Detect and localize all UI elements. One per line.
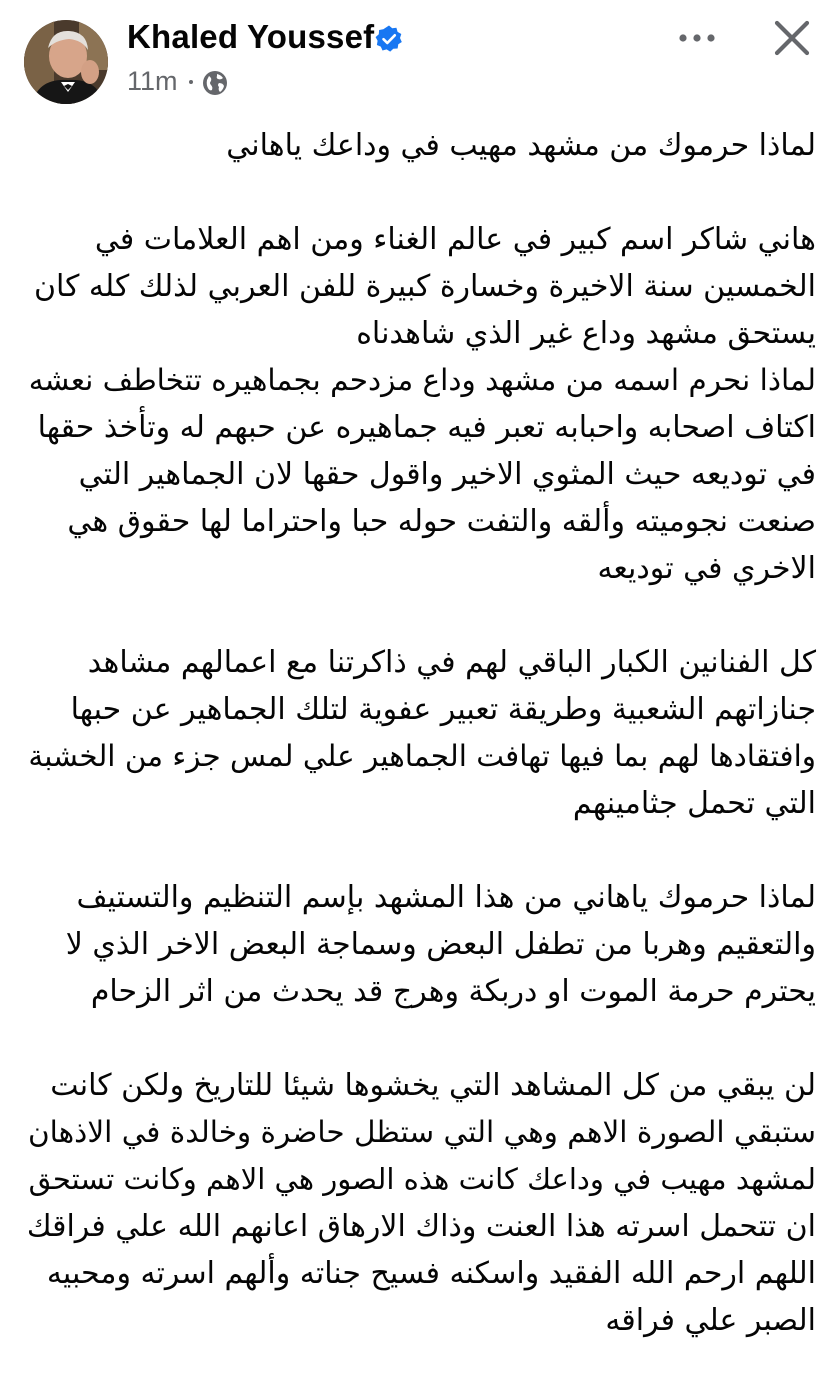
text-line: لمشهد مهيب في وداعك كانت هذه الصور هي الاهم وكانت تستحق — [28, 1162, 816, 1196]
text-line: الخمسين سنة الاخيرة وخسارة كبيرة للفن العربي لذلك كله كان — [33, 269, 816, 304]
post-timestamp[interactable]: 11m — [127, 66, 178, 96]
text-line: يحترم حرمة الموت او دربكة وهرج قد يحدث من اثر الزحام — [90, 974, 816, 1009]
text-line: والتعقيم وهربا من تطفل البعض وسماجة البعض الاخر الذي لا — [65, 927, 816, 962]
text-line: الصبر علي فراقه — [605, 1303, 816, 1338]
verified-badge-icon — [374, 24, 404, 54]
post-paragraph — [20, 639, 816, 827]
text-line: لماذا حرموك ياهاني من هذا المشهد بإسم التنظيم والتستيف — [76, 880, 816, 915]
separator-dot — [189, 80, 193, 84]
post-paragraph — [20, 122, 816, 169]
text-line: جنازاتهم الشعبية وطريقة تعبير عفوية لتلك الجماهير عن حبها — [70, 692, 816, 727]
text-line: اللهم ارحم الله الفقيد واسكنه فسيح جناته وألهم اسرته ومحبيه — [46, 1256, 816, 1291]
text-line: التي تحمل جثامينهم — [572, 786, 816, 821]
text-line: يستحق مشهد وداع غير الذي شاهدناه — [356, 316, 816, 351]
text-line: ان تتحمل اسرته هذا العنت وذاك الارهاق اعانهم الله علي فراقك — [26, 1209, 816, 1244]
close-icon — [768, 14, 816, 62]
author-name[interactable]: Khaled Youssef — [127, 18, 375, 55]
close-button[interactable] — [768, 14, 816, 62]
text-line: لن يبقي من كل المشاهد التي يخشوها شيئا للتاريخ ولكن كانت — [50, 1068, 816, 1103]
post-paragraph — [20, 1062, 816, 1344]
text-line: الاخري في توديعه — [597, 551, 816, 586]
text-line: صنعت نجوميته وألقه والتفت حوله حبا واحتراما لها حقوق هي — [67, 504, 816, 539]
post-header — [0, 0, 834, 110]
avatar[interactable] — [24, 20, 108, 104]
text-line: لماذا حرموك من مشهد مهيب في وداعك ياهاني — [226, 128, 816, 163]
text-line: كل الفنانين الكبار الباقي لهم في ذاكرتنا مع اعمالهم مشاهد — [87, 645, 816, 680]
more-horizontal-icon — [672, 18, 722, 58]
text-line: وافتقادها لهم بما فيها تهافت الجماهير علي لمس جزء من الخشبة — [28, 739, 816, 773]
text-line: في توديعه حيث المثوي الاخير واقول حقها لان الجماهير التي — [78, 457, 816, 492]
text-line: ستبقي الصورة الاهم وهي التي ستظل حاضرة وخالدة في الاذهان — [27, 1115, 816, 1149]
text-line: لماذا نحرم اسمه من مشهد وداع مزدحم بجماهيره تتخاطف نعشه — [28, 363, 816, 397]
post-body — [20, 122, 816, 1344]
post-paragraph — [20, 216, 816, 592]
text-line: اكتاف اصحابه واحبابه تعبر فيه جماهيره عن حبهم له وتأخذ حقها — [37, 410, 816, 445]
post-paragraph — [20, 874, 816, 1015]
more-options-button[interactable] — [672, 18, 722, 58]
globe-icon[interactable] — [202, 70, 228, 96]
text-line: هاني شاكر اسم كبير في عالم الغناء ومن اهم العلامات في — [94, 222, 816, 257]
